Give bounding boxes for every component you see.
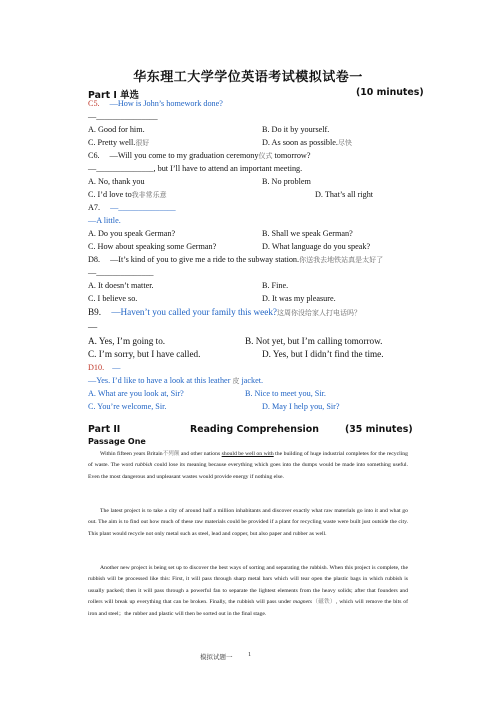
q9-dash: — [88,322,98,332]
q5-option-c-text: C. Pretty well. [88,138,136,147]
q5-option-c-zh: 很好 [135,139,150,147]
q8-blank: —______________ [88,268,154,277]
passage-paragraph-3 [88,563,408,620]
p3-italic: magnets [293,599,312,606]
p1-text-zh: 不列颠 [162,451,180,457]
q6-option-c-zh: 我非常乐意 [131,191,167,199]
q9-text-zh: 这周你没给家人打电话吗？ [277,309,361,317]
q9-option-d[interactable]: D. Yes, but I didn’t find the time. [262,349,384,359]
part2-heading: Part II [88,424,121,435]
q10-reply-zh: 皮 [232,377,240,385]
q10-reply [88,376,263,386]
q7-option-b[interactable]: B. Shall we speak German? [262,229,353,238]
q6-option-a[interactable]: A. No, thank you [88,177,145,186]
q6-text: —Will you come to my graduation ceremony [109,151,259,160]
passage-paragraph-1 [88,449,408,483]
q10-option-d[interactable]: D. May I help you, Sir? [262,402,340,411]
q6-text-end: tomorrow? [272,151,311,160]
q5-option-b[interactable]: B. Do it by yourself. [262,125,330,134]
q7-reply: —A little. [88,216,121,225]
q5-option-d-zh: 尽快 [337,139,352,147]
q6-option-c[interactable] [88,190,167,200]
q5-stem [88,99,223,108]
q7-blank: —______________ [110,203,176,212]
q7-option-c[interactable]: C. How about speaking some German? [88,242,217,251]
q10-option-b[interactable]: B. Nice to meet you, Sir. [245,389,326,398]
q8-option-b[interactable]: B. Fine. [262,281,289,290]
q7-stem [88,203,176,212]
q8-option-a[interactable]: A. It doesn’t matter. [88,281,154,290]
q8-stem [88,255,383,265]
p3-text-a: Another new project is being set up to discover the best ways of sorting and separating the rubbish. When this project is complete, the rubbish will be processed like this: First, it will pass through sharp metal bars which will tear open the plastic bags in which rubbish is usually packed; then it will pass through a powerful fan to separate the lightest elements from the heavy solids; after that founders and rollers will break up everything that can be broken. Finally, the rubbish will pass under [88,565,408,606]
p1-text-a: Within fifteen years Britain [100,451,163,457]
q10-dash: — [112,363,121,372]
q9-option-b[interactable]: B. Not yet, but I’m calling tomorrow. [245,336,383,346]
q6-option-d[interactable]: D. That’s all right [315,190,374,199]
part2-time: (35 minutes) [345,424,413,435]
passage-title: Passage One [88,437,146,446]
p3-text-b: , which will remove the bits of iron and steel；the rubber and plastic will then be sorted out in the final stage. [88,599,408,617]
part1-heading: Part I 单选 [88,90,139,101]
q6-blank: —______________, but I’ll have to attend an important meeting. [88,164,303,173]
q7-option-a[interactable]: A. Do you speak German? [88,229,176,238]
q10-option-a[interactable]: A. What are you look at, Sir? [88,389,184,398]
q5-text: —How is John’s homework done? [109,99,223,108]
q6-num: C6. [88,151,100,160]
q6-stem [88,151,310,161]
q9-option-a[interactable]: A. Yes, I’m going to. [88,336,166,346]
p1-italic: rubbish [134,462,153,469]
q5-option-d-text: D. As soon as possible. [262,138,338,147]
q8-num: D8. [88,255,101,264]
p1-underlined: should be well on with [221,451,274,457]
page-number: 1 [248,651,252,658]
q7-num: A7. [88,203,101,212]
q5-option-c[interactable] [88,138,149,148]
q9-option-c[interactable]: C. I’m sorry, but I have called. [88,349,201,359]
q5-option-d[interactable] [262,138,352,148]
q6-option-b[interactable]: B. No problem [262,177,311,186]
q9-stem [88,307,361,318]
q10-option-c[interactable]: C. You’re welcome, Sir. [88,402,167,411]
q10-stem [88,363,120,372]
part1-time: (10 minutes) [356,87,424,98]
p1-text-c: the building of huge industrial completes for the recycling of waste. The word [88,451,408,469]
p1-text-b: and other nations [179,451,222,457]
q5-option-a[interactable]: A. Good for him. [88,125,145,134]
q9-num: B9. [88,307,102,317]
footer-label: 模拟试题一 [200,654,233,661]
p1-text-d: could lose its meaning because everything which goes into the dumps would be made into something useful. Even the most dangerous and unpleasant wastes would provide energy if nothing else. [88,462,408,480]
q5-num: C5. [88,99,100,108]
q8-text-zh: 你送我去地铁站真是太好了 [299,256,384,264]
page-title: 华东理工大学学位英语考试模拟试卷一 [133,70,363,85]
passage-paragraph-2: The latest project is to take a city of around half a million inhabitants and discover exactly what raw materials go into it and what go out. The aim is to find out how much of these raw materials could be provided if a plant for recycling waste were built just outside the city. This plant would recycle not only metal such as steel, lead and copper, but also paper and rubber as well. [88,508,408,537]
q10-reply-end: jacket. [239,376,264,385]
part2-name: Reading Comprehension [190,424,319,435]
q8-text: —It’s kind of you to give me a ride to the subway station. [110,255,300,264]
q5-blank: —_______________ [88,112,158,121]
q10-num: D10. [88,363,105,372]
q9-text: —Haven’t you called your family this week? [111,307,277,317]
q10-reply-text: —Yes. I’d like to have a look at this leather [88,376,231,385]
q6-option-c-text: C. I’d love to [88,190,132,199]
q6-text-zh: 仪式 [258,152,273,160]
q8-option-d[interactable]: D. It was my pleasure. [262,294,336,303]
q8-option-c[interactable]: C. I believe so. [88,294,138,303]
p3-text-zh: （磁铁） [311,599,336,606]
q7-option-d[interactable]: D. What language do you speak? [262,242,371,251]
